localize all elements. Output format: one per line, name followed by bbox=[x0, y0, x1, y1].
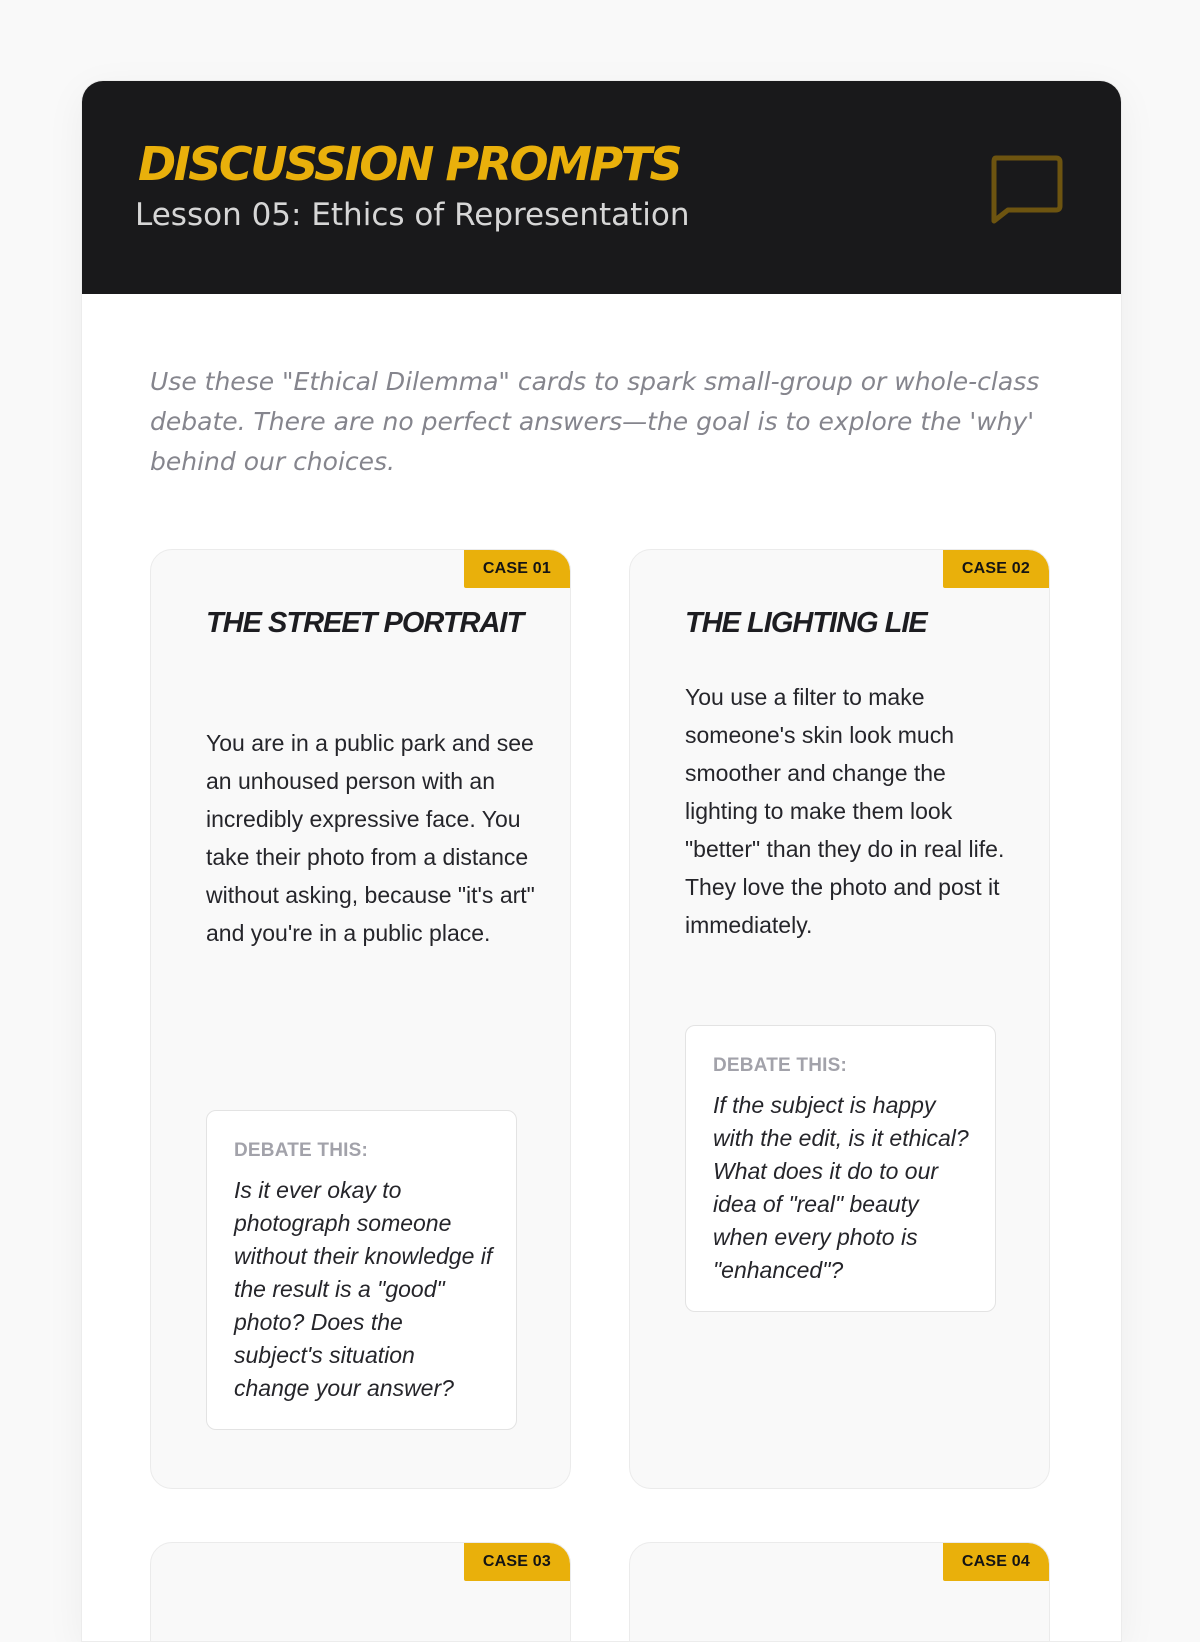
page-title: DISCUSSION PROMPTS bbox=[138, 137, 681, 191]
debate-box bbox=[685, 1025, 996, 1312]
case-card-04 bbox=[629, 1542, 1050, 1642]
intro-text: Use these "Ethical Dilemma" cards to spark small-group or whole-class debate. There are no perfect answers—the goal is to explore the 'why' behind our choices. bbox=[150, 367, 1040, 476]
header-banner bbox=[82, 81, 1121, 294]
case-card-03 bbox=[150, 1542, 571, 1642]
case-tag: CASE 04 bbox=[943, 1543, 1049, 1581]
case-card-01 bbox=[150, 549, 571, 1489]
debate-question: If the subject is happy with the edit, is it ethical? What does it do to our idea of "real" beauty when every photo is "enhanced"? bbox=[713, 1092, 969, 1283]
debate-label: DEBATE THIS: bbox=[234, 1140, 368, 1161]
card-scenario: You are in a public park and see an unhoused person with an incredibly expressive face. You take their photo from a distance without asking, because "it's art" and you're in a public place. bbox=[206, 730, 535, 946]
case-card-02 bbox=[629, 549, 1050, 1489]
case-tag: CASE 01 bbox=[464, 550, 570, 588]
lesson-subtitle: Lesson 05: Ethics of Representation bbox=[135, 197, 690, 233]
case-tag: CASE 03 bbox=[464, 1543, 570, 1581]
speech-bubble-icon bbox=[988, 154, 1064, 226]
debate-question: Is it ever okay to photograph someone without their knowledge if the result is a "good" photo? Does the subject's situation change your answer? bbox=[234, 1177, 493, 1401]
case-tag: CASE 02 bbox=[943, 550, 1049, 588]
card-title: THE STREET PORTRAIT bbox=[206, 607, 524, 639]
debate-box bbox=[206, 1110, 517, 1430]
card-scenario: You use a filter to make someone's skin look much smoother and change the lighting to make them look "better" than they do in real life. They love the photo and post it immediately. bbox=[685, 684, 1005, 938]
debate-label: DEBATE THIS: bbox=[713, 1055, 847, 1076]
lesson-sheet bbox=[81, 80, 1122, 1642]
card-title: THE LIGHTING LIE bbox=[685, 607, 927, 639]
